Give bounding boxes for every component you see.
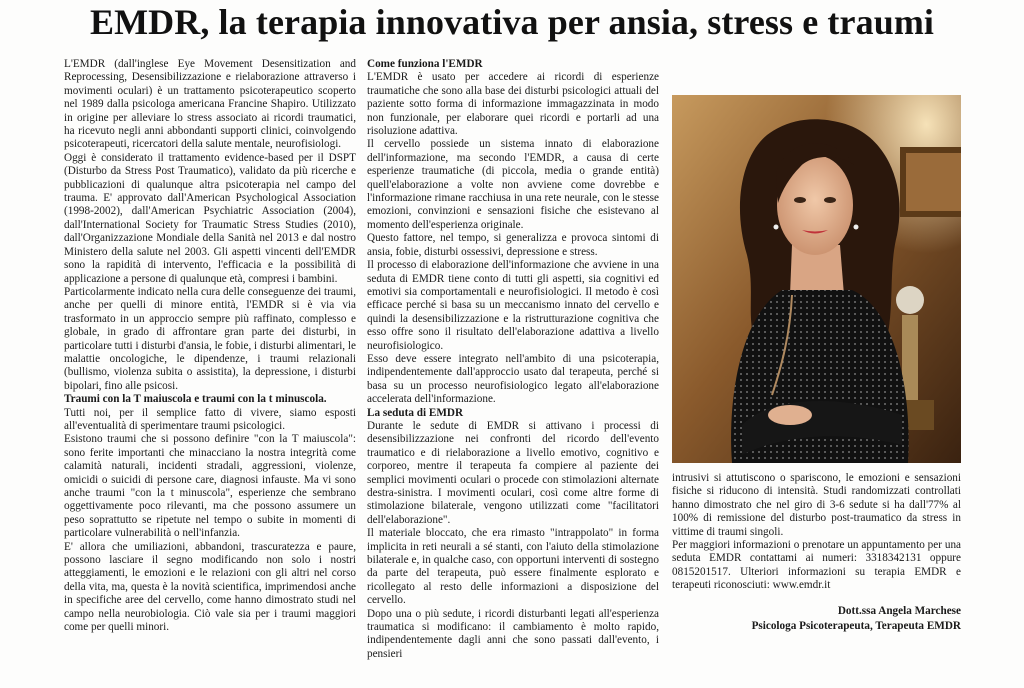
- article-paragraph: L'EMDR è usato per accedere ai ricordi di esperienze traumatiche che sono alla base dei disturbi psicologici attuali del paziente sotto forma di informazione immagazzinata in modo non funzionale, per elaborare quei ricordi e portarli ad una risoluzione adattiva.: [367, 71, 659, 138]
- author-title: Psicologa Psicoterapeuta, Terapeuta EMDR: [751, 620, 961, 632]
- article-column-3: [672, 472, 961, 593]
- section-subheading: La seduta di EMDR: [367, 406, 464, 419]
- author-signature: [752, 604, 961, 634]
- section-subheading: Traumi con la T maiuscola e traumi con la t minuscola.: [64, 393, 327, 406]
- article-paragraph: Per maggiori informazioni o prenotare un appuntamento per una seduta EMDR contattami ai numeri: 3318342131 oppure 0815201517. Ulteriori informazioni su terapia EMDR e terapeuti riconosciuti: www.emdr.it: [672, 539, 961, 592]
- article-column-1: [64, 58, 356, 634]
- author-portrait-photo: [672, 95, 961, 463]
- article-paragraph: Esistono traumi che si possono definire "con la T maiuscola": sono ferite importanti che minacciano la nostra integrità come calamità naturali, incidenti stradali, aggressioni, violenze, omicidi o suicidi di persone care, diagnosi infauste. Ma vi sono anche traumi "con la t minuscola", esperienze che sembrano oggettivamente poco rilevanti, ma che possono assumere un peso soprattutto se ripetute nel tempo o subite in momenti di particolare vulnerabilità o nell'infanzia.: [64, 433, 356, 540]
- article-paragraph: Oggi è considerato il trattamento evidence-based per il DSPT (Disturbo da Stress Post Traumatico), validato da più ricerche e pubblicazioni di qualunque altra psicoterapia nel campo del trauma. E' approvato dall'American Psychological Association (1998-2002), dall'American Psychiatric Association (2004), dall'International Society for Traumatic Stress Studies (2010), dall'Organizzazione Mondiale della Sanità nel 2013 e dal nostro Ministero della salute nel 2003. Gli aspetti vincenti dell'EMDR sono la rapidità di intervento, l'efficacia e la possibilità di applicazione a persone di qualunque età, compresi i bambini.: [64, 151, 356, 285]
- article-paragraph: L'EMDR (dall'inglese Eye Movement Desensitization and Reprocessing, Desensibilizzazione e rielaborazione attraverso i movimenti oculari) è un trattamento psicoterapeutico scoperto nel 1989 dalla psicologa americana Francine Shapiro. Utilizzato in origine per alleviare lo stress associato ai ricordi traumatici, ha ricevuto negli anni abbondanti supporti clinici, coinvolgendo psicoterapeuti, ricercatori della salute mentale, neurofisiologi.: [64, 58, 356, 151]
- article-column-2: [367, 58, 659, 661]
- article-paragraph: Il materiale bloccato, che era rimasto "intrappolato" in forma implicita in reti neurali a sé stanti, con l'aiuto della stimolazione bilaterale e, in qualche caso, con opportuni interventi di sostegno da parte del terapeuta, può essere finalmente esplorato e ricollegato al resto delle informazioni a disposizione del cervello.: [367, 527, 659, 607]
- article-paragraph: Questo fattore, nel tempo, si generalizza e provoca sintomi di ansia, fobie, disturbi ossessivi, depressione e stress.: [367, 232, 659, 258]
- section-subheading: Come funziona l'EMDR: [367, 58, 483, 70]
- article-paragraph: intrusivi si attutiscono o spariscono, le emozioni e sensazioni fisiche si riducono di intensità. Studi randomizzati controllati hanno dimostrato che nel giro di 3-6 sedute si ha dall'77% al 100% di remissione del disturbo post-traumatico da stress in vittime di traumi singoli.: [672, 472, 961, 538]
- article-paragraph: Particolarmente indicato nella cura delle conseguenze dei traumi, anche per quelli di minore entità, l'EMDR si è via via trasformato in un approccio sempre più raffinato, complesso e globale, in grado di affrontare gran parte dei disturbi, in particolare tutti i disturbi d'ansia, le fobie, i disturbi alimentari, le malattie oncologiche, le dipendenze, i traumi relazionali (bullismo, violenza subita o assistita), la depressione, i disturbi bipolari, fino alle psicosi.: [64, 285, 356, 392]
- article-paragraph: Il processo di elaborazione dell'informazione che avviene in una seduta di EMDR tiene conto di tutti gli aspetti, sia cognitivi ed emotivi sia comportamentali e neurofisiologici. Il metodo è così efficace perché si basa su un meccanismo innato del cervello e quindi la desensibilizzazione e la ristrutturazione cognitiva che esso offre sono il risultato dell'elaborazione adattiva a livello neurofisiologico.: [367, 259, 659, 352]
- article-headline: EMDR, la terapia innovativa per ansia, stress e traumi: [89, 2, 935, 42]
- article-paragraph: Dopo una o più sedute, i ricordi disturbanti legati all'esperienza traumatica si modificano: il cambiamento è molto rapido, indipendentemente dagli anni che sono passati dall'evento, i pensieri: [367, 607, 659, 660]
- article-paragraph: Esso deve essere integrato nell'ambito di una psicoterapia, indipendentemente dall'approccio usato dal terapeuta, perché si basa su un processo neurofisiologico legato all'elaborazione accelerata dell'informazione.: [367, 352, 659, 406]
- article-paragraph: Tutti noi, per il semplice fatto di vivere, siamo esposti all'eventualità di sperimentare traumi psicologici.: [64, 406, 356, 432]
- article-paragraph: E' allora che umiliazioni, abbandoni, trascuratezza e paure, possono lasciare il segno modificando non solo i nostri atteggiamenti, le emozioni e le relazioni con gli altri nel corso della vita, ma, questa è la novità scientifica, imprimendosi anche in specifiche aree del cervello, come hanno dimostrato studi nel campo nella neurobiologia. Ciò vale sia per i traumi maggiori come per quelli minori.: [64, 540, 356, 634]
- article-paragraph: Durante le sedute di EMDR si attivano i processi di desensibilizzazione nei confronti del ricordo dell'evento traumatico e di rielaborazione a livello emotivo, cognitivo e corporeo, mentre il terapeuta fa compiere al paziente dei semplici movimenti oculari o procede con stimolazioni alternate destra-sinistra. I movimenti oculari, così come altre forme di stimolazione bilaterale, vengono utilizzati come "facilitatori dell'elaborazione".: [367, 419, 659, 526]
- author-name: Dott.ssa Angela Marchese: [837, 605, 961, 617]
- article-paragraph: Il cervello possiede un sistema innato di elaborazione dell'informazione, ma secondo l'EMDR, a causa di certe esperienze traumatiche (di piccola, media o grande entità) quell'elaborazione a volte non avviene come dovrebbe e l'informazione rimane racchiusa in una rete neurale, con le stesse emozioni, convinzioni e sensazioni fisiche che esistevano al momento dell'esperienza originale.: [367, 138, 659, 231]
